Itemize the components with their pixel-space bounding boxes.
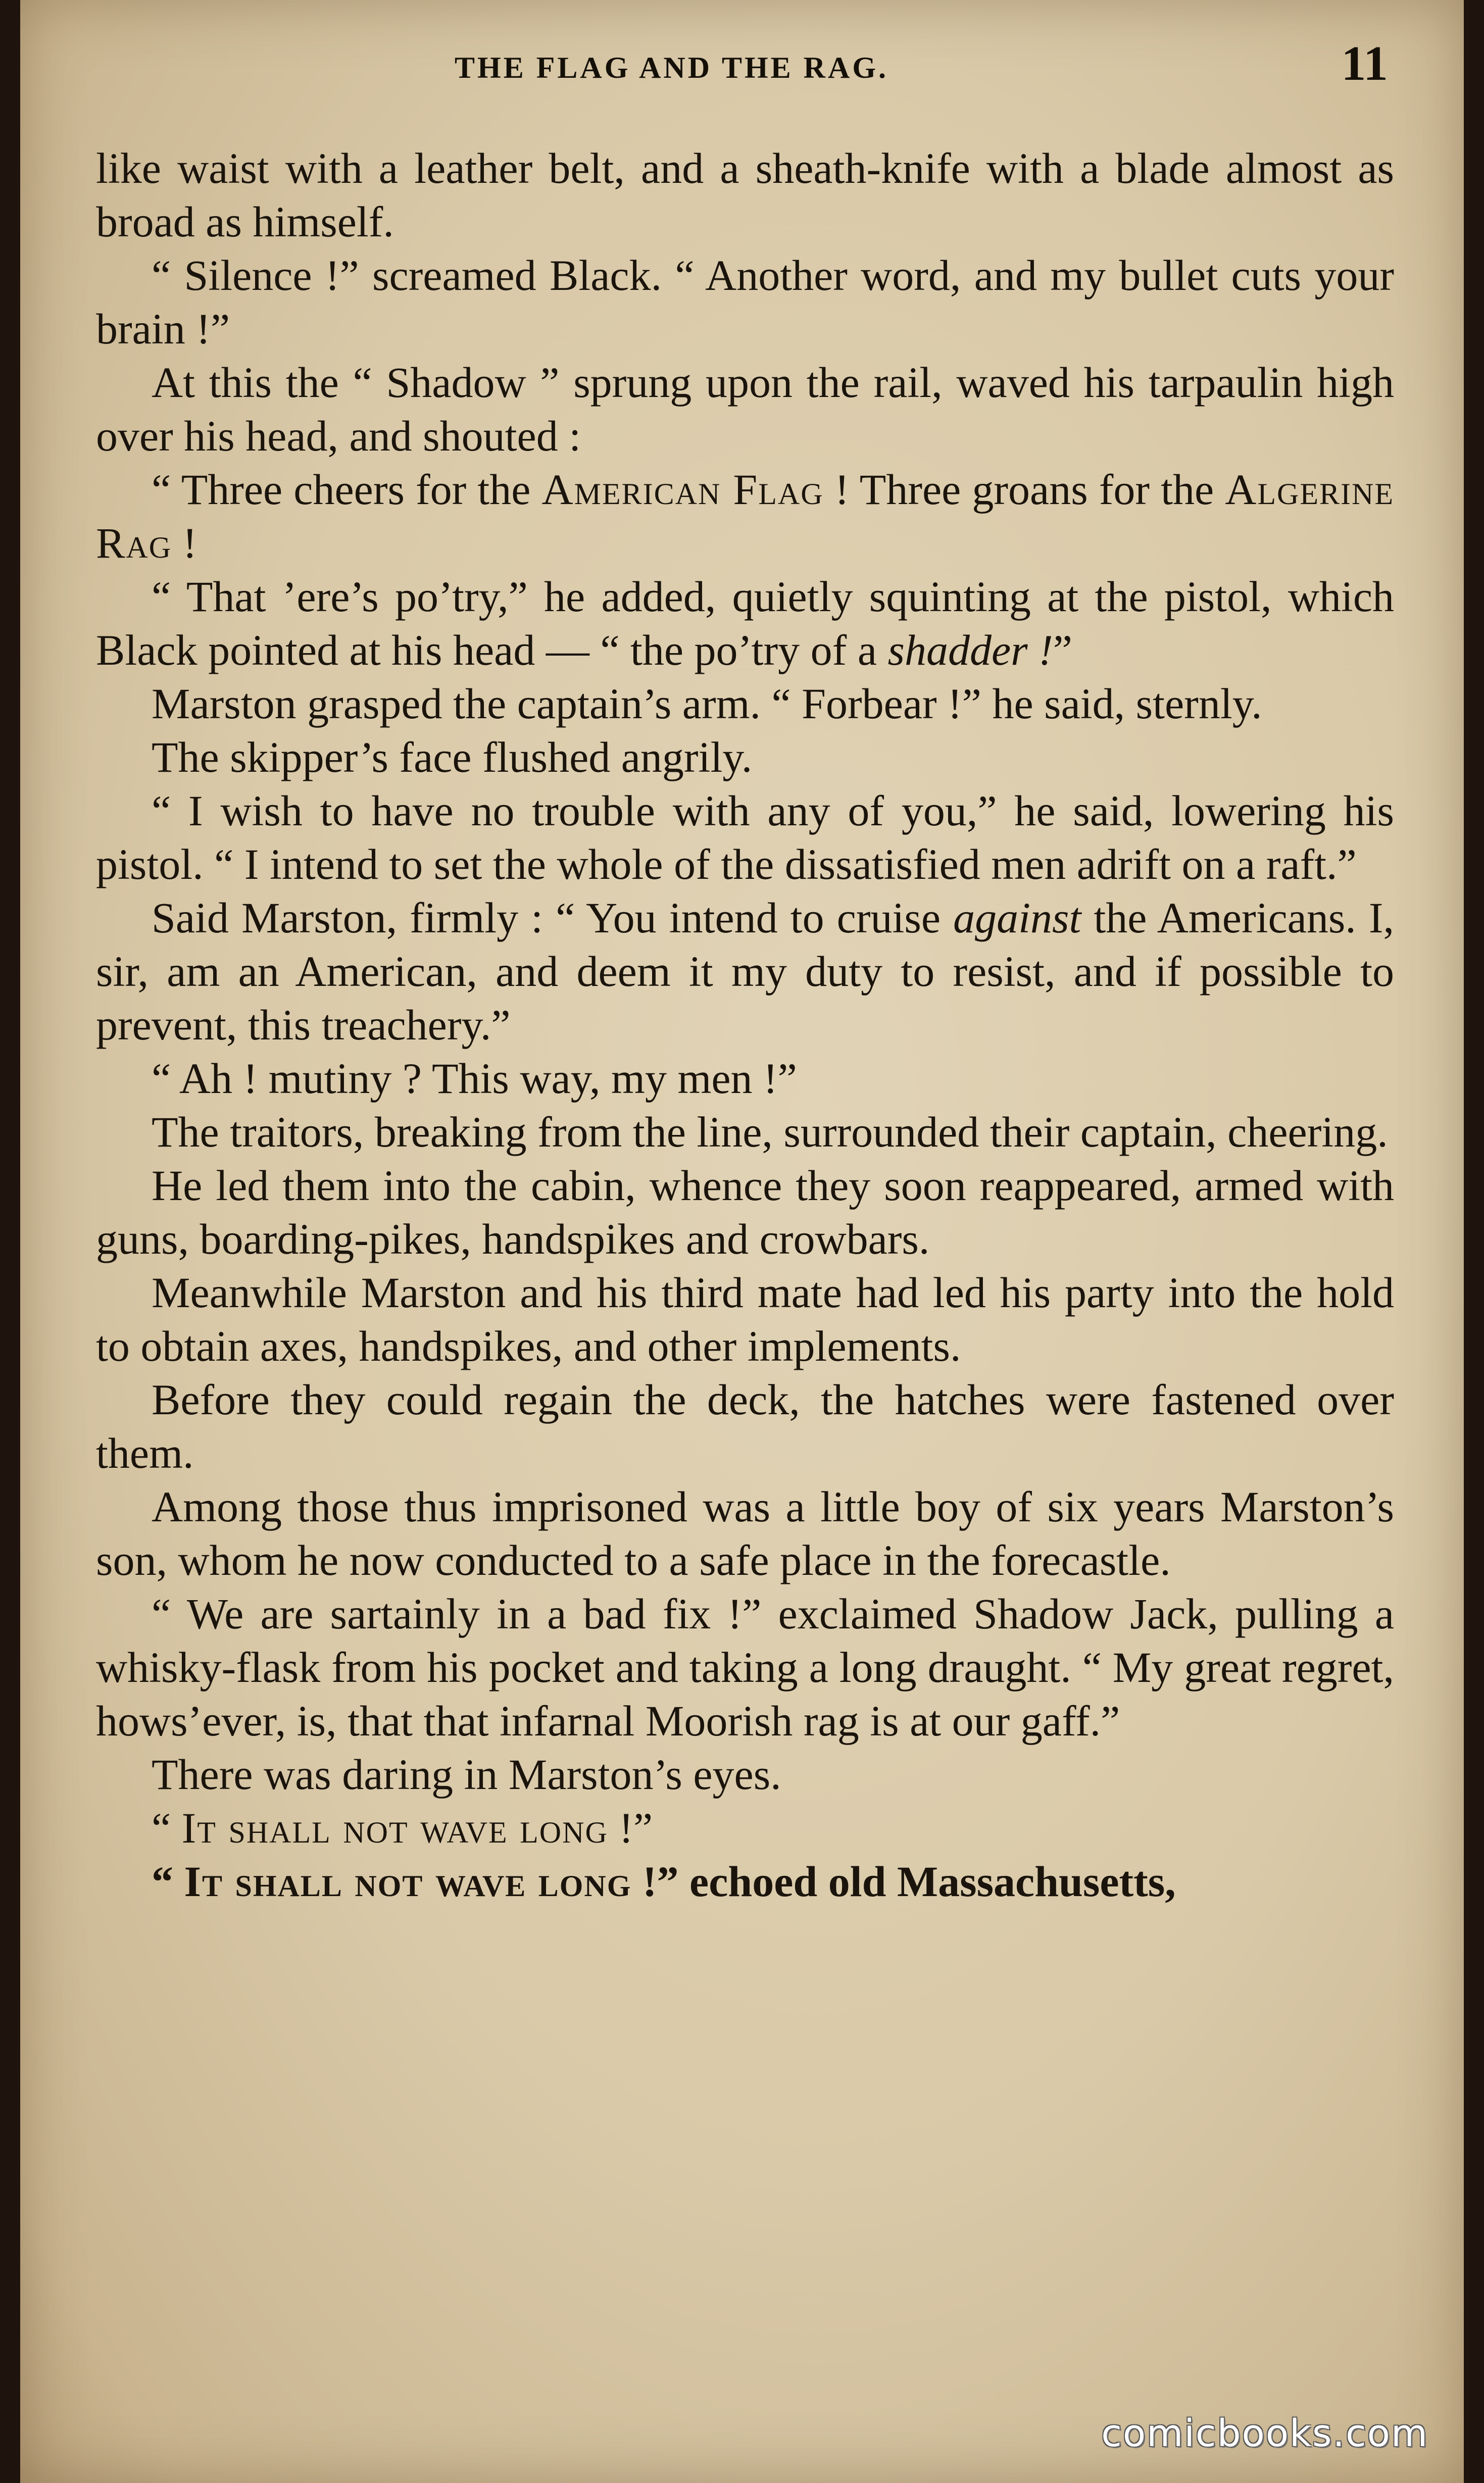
paragraph: There was daring in Marston’s eyes. bbox=[152, 1750, 781, 1799]
italic-word: against bbox=[953, 893, 1081, 942]
paragraph: “ That ’ere’s po’try,” he added, quietly squinting at the pistol, which Black pointed at his head — “ the po’try of a shadder !” bbox=[96, 572, 1394, 674]
paragraph: like waist with a leather belt, and a sheath-knife with a blade almost as broad as himself. bbox=[96, 144, 1394, 246]
paragraph: The skipper’s face flushed angrily. bbox=[152, 733, 753, 781]
italic-word: shadder ! bbox=[887, 626, 1053, 674]
paragraph: Among those thus imprisoned was a little boy of six years Marston’s son, whom he now conducted to a safe place in the forecastle. bbox=[96, 1482, 1394, 1584]
paragraph: Before they could regain the deck, the hatches were fastened over them. bbox=[96, 1375, 1394, 1477]
running-head: THE FLAG AND THE RAG. bbox=[455, 51, 889, 84]
page-header bbox=[20, 35, 1464, 96]
book-page bbox=[20, 0, 1464, 2483]
watermark-logo: comicbooks.com bbox=[1101, 2412, 1428, 2455]
page-number: 11 bbox=[1341, 36, 1388, 91]
paragraph: At this the “ Shadow ” sprung upon the rail, waved his tarpaulin high over his head, and shouted : bbox=[96, 358, 1394, 460]
paragraph: He led them into the cabin, whence they soon reappeared, armed with guns, boarding-pikes, handspikes and crowbars. bbox=[96, 1161, 1394, 1263]
shout-smallcaps: It shall not wave long bbox=[184, 1857, 632, 1906]
algerine-rag-smallcaps: Algerine Rag bbox=[96, 465, 1394, 567]
paragraph: “ Three cheers for the American Flag ! Three groans for the Algerine Rag ! bbox=[96, 465, 1394, 567]
paragraph: Meanwhile Marston and his third mate had led his party into the hold to obtain axes, handspikes, and other implements. bbox=[96, 1268, 1394, 1370]
paragraph: “ It shall not wave long !” bbox=[152, 1804, 653, 1852]
paragraph: “ Ah ! mutiny ? This way, my men !” bbox=[152, 1054, 797, 1103]
shout-smallcaps: It shall not wave long bbox=[181, 1804, 608, 1852]
paragraph: “ We are sartainly in a bad fix !” exclaimed Shadow Jack, pulling a whisky-flask from his pocket and taking a long draught. “ My great regret, hows’ever, is, that that infarnal Moorish rag is at our gaff.” bbox=[96, 1590, 1394, 1745]
american-flag-smallcaps: American Flag bbox=[541, 465, 824, 514]
paragraph: Marston grasped the captain’s arm. “ Forbear !” he said, sternly. bbox=[152, 679, 1262, 728]
paragraph: Said Marston, firmly : “ You intend to cruise against the Americans. I, sir, am an American, and deem it my duty to resist, and if possible to prevent, this treachery.” bbox=[96, 893, 1394, 1049]
paragraph: “ It shall not wave long !” echoed old Massachusetts, bbox=[152, 1857, 1176, 1906]
body-text bbox=[96, 141, 1394, 1908]
paragraph: The traitors, breaking from the line, surrounded their captain, cheering. bbox=[152, 1108, 1388, 1156]
paragraph: “ Silence !” screamed Black. “ Another word, and my bullet cuts your brain !” bbox=[96, 251, 1394, 353]
paragraph: “ I wish to have no trouble with any of you,” he said, lowering his pistol. “ I intend to set the whole of the dissatisfied men adrift on a raft.” bbox=[96, 786, 1394, 888]
